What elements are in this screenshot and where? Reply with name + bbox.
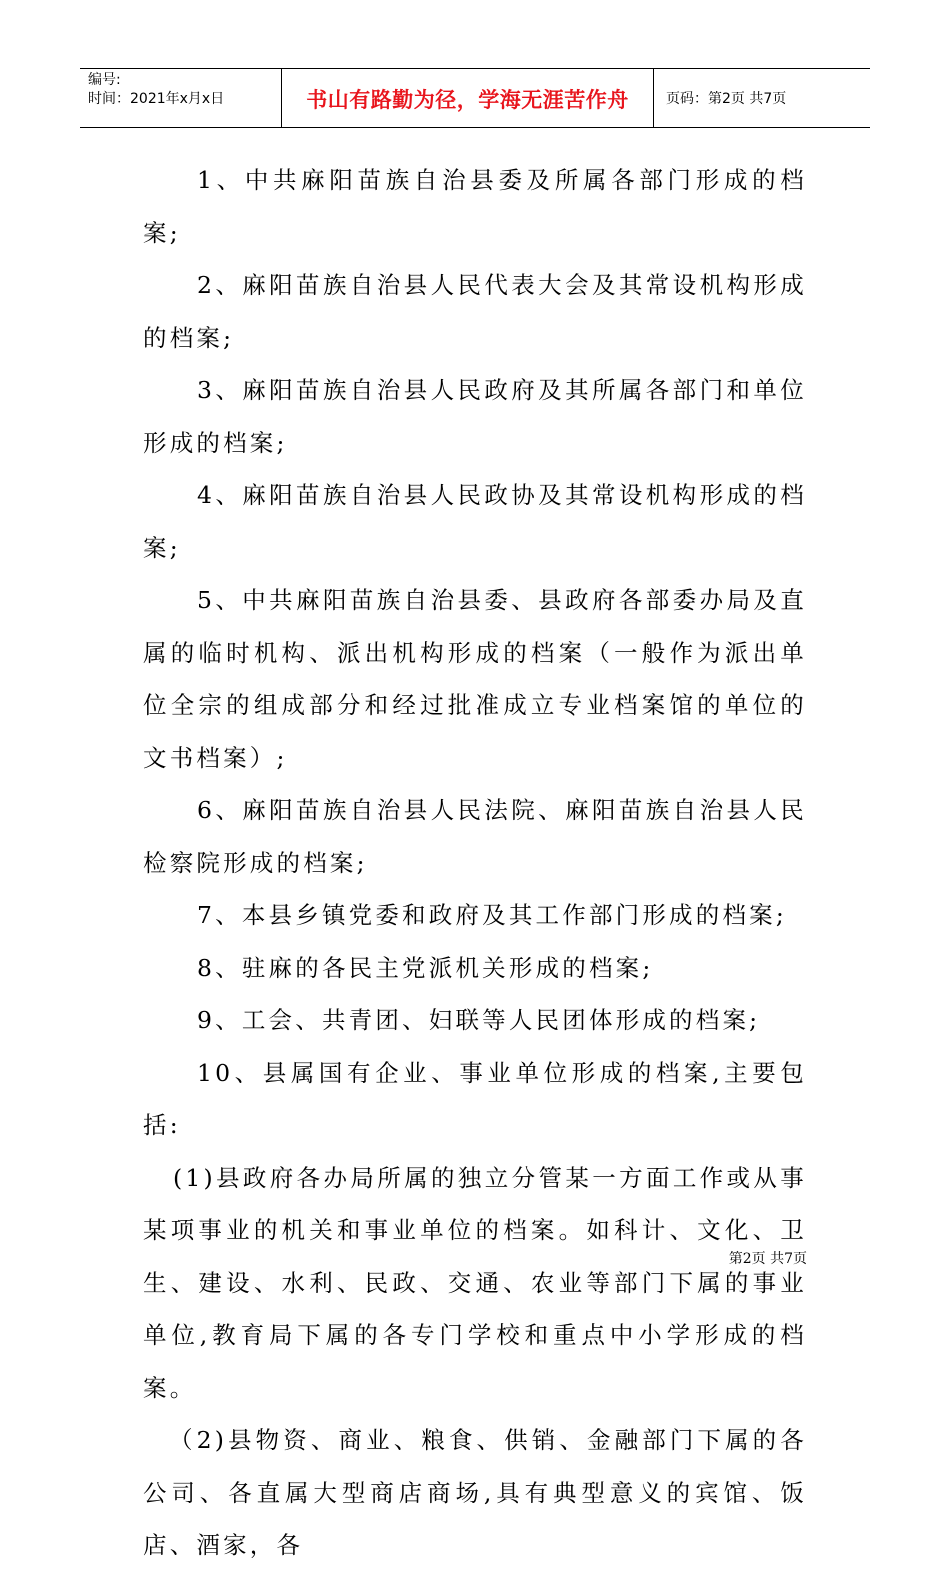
paragraph-item-2: 2、麻阳苗族自治县人民代表大会及其常设机构形成的档案; [143, 271, 807, 352]
document-body [143, 154, 807, 1572]
paragraph-item-4: 4、麻阳苗族自治县人民政协及其常设机构形成的档案; [143, 481, 807, 562]
document-date-label: 时间：2021年x月x日 [88, 91, 225, 107]
page-header [80, 68, 870, 128]
paragraph-subitem-2: （2)县物资、商业、粮食、供销、金融部门下属的各公司、各直属大型商店商场,具有典型意义的宾馆、饭店、酒家，各 [143, 1426, 807, 1559]
header-meta [80, 69, 282, 127]
paragraph-item-5: 5、中共麻阳苗族自治县委、县政府各部委办局及直属的临时机构、派出机构形成的档案（一般作为派出单位全宗的组成部分和经过批准成立专业档案馆的单位的文书档案）; [143, 586, 807, 772]
paragraph-item-6: 6、麻阳苗族自治县人民法院、麻阳苗族自治县人民检察院形成的档案; [143, 796, 807, 877]
document-number-label: 编号: [88, 72, 121, 88]
header-page-number: 页码：第2页 共7页 [666, 91, 787, 107]
paragraph-subitem-1: (1)县政府各办局所属的独立分管某一方面工作或从事某项事业的机关和事业单位的档案。如科计、文化、卫生、建设、水利、民政、交通、农业等部门下属的事业单位,教育局下属的各专门学校和重点中小学形成的档案。 [143, 1163, 807, 1402]
page-footer: 第2页 共7页 [728, 1251, 807, 1267]
paragraph-item-8: 8、驻麻的各民主党派机关形成的档案; [197, 953, 654, 982]
paragraph-item-1: 1、中共麻阳苗族自治县委及所属各部门形成的档案; [143, 166, 807, 247]
header-motto: 书山有路勤为径，学海无涯苦作舟 [282, 69, 654, 127]
paragraph-item-10: 10、县属国有企业、事业单位形成的档案,主要包括: [143, 1058, 807, 1139]
paragraph-item-3: 3、麻阳苗族自治县人民政府及其所属各部门和单位形成的档案; [143, 376, 807, 457]
paragraph-item-7: 7、本县乡镇党委和政府及其工作部门形成的档案; [197, 901, 787, 929]
paragraph-item-9: 9、工会、共青团、妇联等人民团体形成的档案; [197, 1006, 761, 1034]
